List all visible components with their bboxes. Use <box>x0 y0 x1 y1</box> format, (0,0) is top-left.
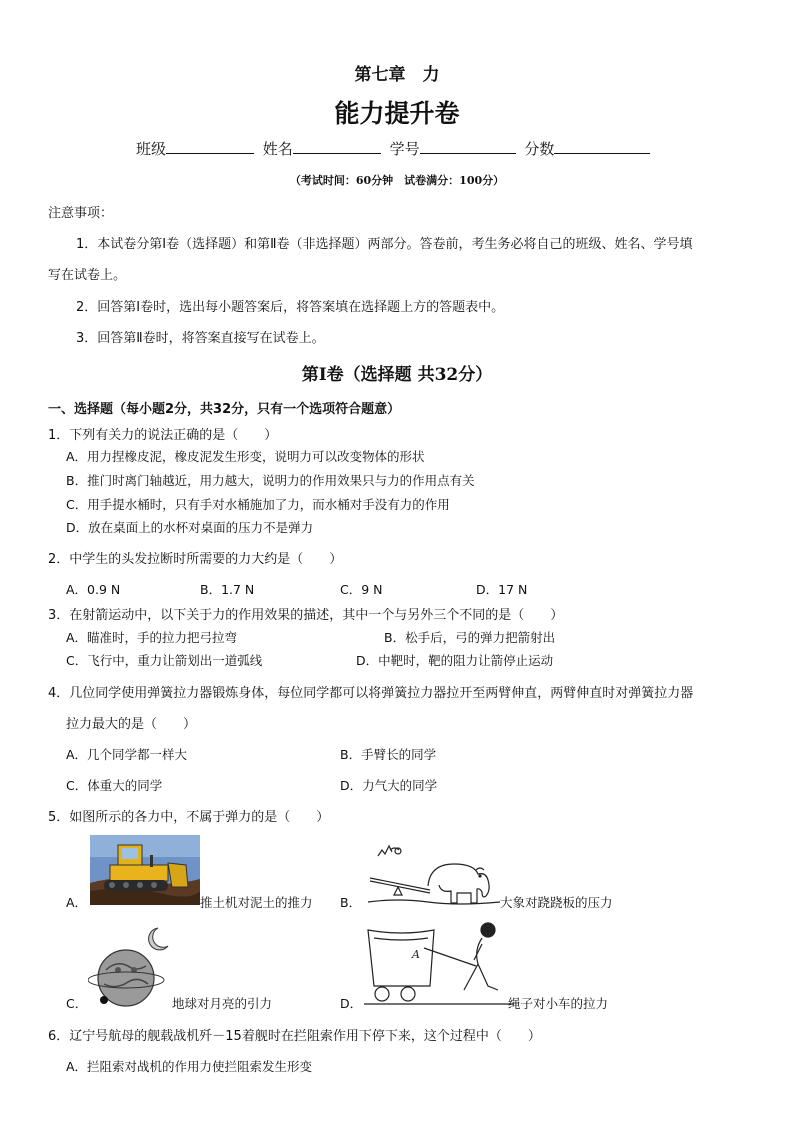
q1-stem: 1．下列有关力的说法正确的是（ ） <box>48 428 278 443</box>
q5-option-b-text: 大象对跷跷板的压力 <box>500 895 613 910</box>
q3-option-b[interactable]: B．松手后，弓的弹力把箭射出 <box>384 630 556 645</box>
q6-stem: 6．辽宁号航母的舰载战机歼－15着舰时在拦阻索作用下停下来，这个过程中（ ） <box>48 1029 541 1044</box>
q5-option-d-text: 绳子对小车的拉力 <box>508 996 609 1011</box>
q1-option-b[interactable]: B．推门时离门轴越近，用力越大，说明力的作用效果只与力的作用点有关 <box>66 473 475 488</box>
notes-heading: 注意事项： <box>48 206 114 221</box>
q5-option-a-text: 推土机对泥土的推力 <box>200 895 313 910</box>
class-blank[interactable] <box>166 139 254 154</box>
q5-option-a-letter[interactable]: A． <box>66 895 88 910</box>
q2-option-b[interactable]: B．1.7 N <box>200 582 255 597</box>
q3-option-a[interactable]: A．瞄准时，手的拉力把弓拉弯 <box>66 630 238 645</box>
cart-point-label: A <box>412 948 420 961</box>
student-info-fields <box>136 138 650 159</box>
q2-option-d[interactable]: D．17 N <box>476 582 528 597</box>
elephant-seesaw-image <box>368 840 500 908</box>
q4-option-d[interactable]: D．力气大的同学 <box>340 778 438 793</box>
q5-option-c-letter[interactable]: C． <box>66 996 88 1011</box>
q4-stem-line2: 拉力最大的是（ ） <box>66 717 197 732</box>
q3-option-d[interactable]: D．中靶时，靶的阻力让箭停止运动 <box>356 653 554 668</box>
q4-option-c[interactable]: C．体重大的同学 <box>66 778 163 793</box>
q5-option-b-letter[interactable]: B． <box>340 895 362 910</box>
q2-option-a[interactable]: A．0.9 N <box>66 582 121 597</box>
q5-option-c-text: 地球对月亮的引力 <box>172 996 273 1011</box>
q1-option-d[interactable]: D．放在桌面上的水杯对桌面的压力不是弹力 <box>66 520 314 535</box>
q3-stem: 3．在射箭运动中，以下关于力的作用效果的描述，其中一个与另外三个不同的是（ ） <box>48 608 564 623</box>
exam-info: （考试时间：60分钟 试卷满分：100分） <box>289 174 505 187</box>
q6-option-a[interactable]: A．拦阻索对战机的作用力使拦阻索发生形变 <box>66 1059 313 1074</box>
student-id-label: 学号 <box>389 140 420 158</box>
note-item-1: 1．本试卷分第Ⅰ卷（选择题）和第Ⅱ卷（非选择题）两部分。答卷前，考生务必将自己的班级、姓名、学号填 <box>76 237 693 252</box>
q1-option-a[interactable]: A．用力捏橡皮泥，橡皮泥发生形变，说明力可以改变物体的形状 <box>66 449 425 464</box>
q4-option-b[interactable]: B．手臂长的同学 <box>340 747 437 762</box>
section-heading: 一、选择题（每小题2分，共32分，只有一个选项符合题意） <box>48 402 401 417</box>
part1-title: 第Ⅰ卷（选择题 共32分） <box>301 365 493 385</box>
q1-option-c[interactable]: C．用手提水桶时，只有手对水桶施加了力，而水桶对手没有力的作用 <box>66 497 450 512</box>
q2-stem: 2．中学生的头发拉断时所需要的力大约是（ ） <box>48 552 343 567</box>
q2-option-c[interactable]: C．9 N <box>340 582 383 597</box>
name-blank[interactable] <box>293 139 381 154</box>
class-label: 班级 <box>136 140 167 158</box>
bulldozer-image <box>90 835 200 905</box>
q3-option-c[interactable]: C．飞行中，重力让箭划出一道弧线 <box>66 653 263 668</box>
q4-option-a[interactable]: A．几个同学都一样大 <box>66 747 188 762</box>
page-title: 能力提升卷 <box>334 99 460 128</box>
q5-stem: 5．如图所示的各力中，不属于弹力的是（ ） <box>48 810 330 825</box>
q4-stem-line1: 4．几位同学使用弹簧拉力器锻炼身体，每位同学都可以将弹簧拉力器拉开至两臂伸直，两臂伸直时对弹簧拉力器 <box>48 686 694 701</box>
note-item-1-cont: 写在试卷上。 <box>48 268 127 283</box>
q5-option-d-letter[interactable]: D． <box>340 996 363 1011</box>
note-item-3: 3．回答第Ⅱ卷时，将答案直接写在试卷上。 <box>76 331 325 346</box>
score-blank[interactable] <box>554 139 650 154</box>
student-id-blank[interactable] <box>420 139 516 154</box>
earth-moon-image <box>88 922 180 1014</box>
cart-rope-image <box>364 918 514 1010</box>
chapter-title: 第七章 力 <box>354 65 440 85</box>
name-label: 姓名 <box>262 140 293 158</box>
score-label: 分数 <box>524 140 555 158</box>
note-item-2: 2．回答第Ⅰ卷时，选出每小题答案后，将答案填在选择题上方的答题表中。 <box>76 300 505 315</box>
